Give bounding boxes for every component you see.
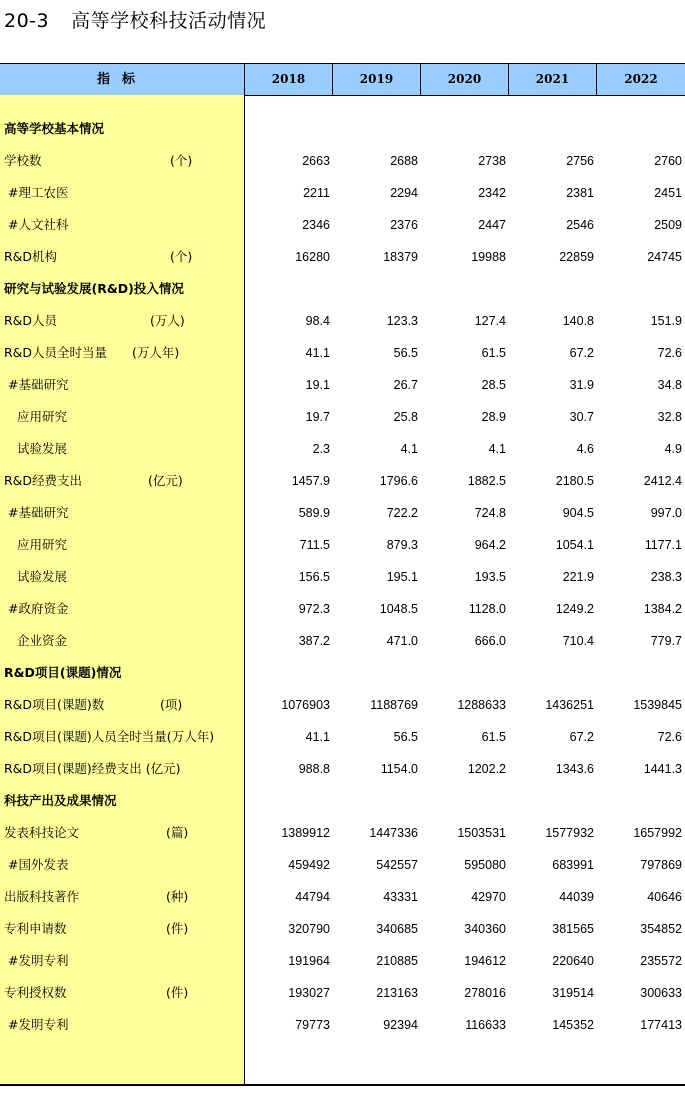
cell-2019: 471.0 [386,634,418,648]
table-row [0,465,685,497]
section-row [0,785,685,817]
table-title: 高等学校科技活动情况 [71,10,267,32]
row-unit: (件) [166,921,189,936]
row-unit: (万人年) [132,345,180,360]
cell-2018: 19.1 [305,378,330,392]
cell-2018: 459492 [288,858,330,872]
cell-2020: 2342 [478,186,506,200]
cell-2020: 61.5 [481,730,506,744]
section-row [0,273,685,305]
table-row [0,849,685,881]
row-unit: (种) [166,889,189,904]
cell-2018: 44794 [295,890,330,904]
table-row [0,689,685,721]
cell-2019: 210885 [376,954,418,968]
section-heading: 研究与试验发展(R&D)投入情况 [4,281,184,296]
table-row [0,625,685,657]
row-label: #人文社科 [8,217,69,232]
cell-2020: 964.2 [474,538,506,552]
table-row [0,561,685,593]
cell-2022: 238.3 [650,570,682,584]
cell-2019: 26.7 [393,378,418,392]
header-year-2021: 2021 [535,72,570,86]
cell-2018: 387.2 [298,634,330,648]
cell-2022: 354852 [640,922,682,936]
cell-2020: 595080 [464,858,506,872]
cell-2018: 19.7 [305,410,330,424]
cell-2019: 123.3 [386,314,418,328]
cell-2020: 28.5 [481,378,506,392]
cell-2019: 92394 [383,1018,418,1032]
cell-2022: 2760 [654,154,682,168]
cell-2020: 2738 [478,154,506,168]
row-label: 试验发展 [17,441,68,456]
table-row [0,721,685,753]
cell-2018: 16280 [295,250,330,264]
section-row [0,113,685,145]
cell-2021: 22859 [559,250,594,264]
cell-2020: 127.4 [474,314,506,328]
row-label: 应用研究 [17,409,68,424]
cell-2018: 156.5 [298,570,330,584]
section-heading: 高等学校基本情况 [4,121,105,136]
row-label: #基础研究 [8,377,69,392]
row-label: 试验发展 [17,569,68,584]
cell-2019: 56.5 [393,346,418,360]
cell-2018: 589.9 [298,506,330,520]
table-bottom-border [0,1084,685,1086]
row-label: R&D项目(课题)经费支出 (亿元) [4,761,181,776]
row-label: R&D机构 [4,249,58,264]
table-row [0,753,685,785]
table-row [0,209,685,241]
cell-2022: 32.8 [657,410,682,424]
row-unit: (篇) [166,825,189,840]
cell-2022: 1657992 [633,826,682,840]
cell-2018: 2211 [303,186,330,200]
cell-2022: 1441.3 [643,762,682,776]
cell-2020: 19988 [471,250,506,264]
cell-2021: 67.2 [569,346,594,360]
table-row [0,337,685,369]
cell-2021: 2381 [566,186,594,200]
table-row [0,145,685,177]
row-label: R&D人员全时当量 [4,345,108,360]
cell-2019: 1447336 [369,826,418,840]
cell-2018: 191964 [288,954,330,968]
cell-2020: 2447 [478,218,506,232]
row-label: #理工农医 [8,185,69,200]
cell-2018: 1389912 [281,826,330,840]
row-label: #发明专利 [8,1017,69,1032]
cell-2018: 972.3 [298,602,330,616]
cell-2022: 72.6 [657,346,682,360]
cell-2018: 41.1 [305,346,330,360]
table-row [0,401,685,433]
cell-2022: 4.9 [664,442,682,456]
cell-2022: 2509 [654,218,682,232]
cell-2021: 904.5 [562,506,594,520]
row-label: #基础研究 [8,505,69,520]
cell-2020: 278016 [464,986,506,1000]
table-row [0,81,685,113]
section-heading: 科技产出及成果情况 [4,793,117,808]
cell-2021: 1343.6 [555,762,594,776]
table-row [0,913,685,945]
cell-2020: 1503531 [457,826,506,840]
cell-2018: 320790 [288,922,330,936]
cell-2018: 2.3 [312,442,330,456]
table-row [0,177,685,209]
row-label: #国外发表 [8,857,69,872]
cell-2020: 4.1 [488,442,506,456]
header-indicator: 指标 [96,72,147,87]
row-label: R&D项目(课题)人员全时当量(万人年) [4,729,215,744]
cell-2018: 2346 [302,218,330,232]
row-unit: (件) [166,985,189,1000]
cell-2018: 41.1 [305,730,330,744]
cell-2019: 195.1 [386,570,418,584]
cell-2018: 988.8 [298,762,330,776]
cell-2019: 2294 [390,186,418,200]
cell-2020: 340360 [464,922,506,936]
cell-2019: 1188769 [370,698,418,712]
cell-2018: 98.4 [305,314,330,328]
table-row [0,369,685,401]
cell-2019: 213163 [376,986,418,1000]
cell-2020: 61.5 [481,346,506,360]
row-unit: (项) [160,697,183,712]
row-label: #政府资金 [8,601,69,616]
cell-2022: 779.7 [650,634,682,648]
cell-2022: 72.6 [657,730,682,744]
header-year-2022: 2022 [624,72,658,86]
cell-2019: 43331 [383,890,418,904]
table-row [0,945,685,977]
cell-2022: 177413 [640,1018,682,1032]
row-label: 出版科技著作 [4,889,80,904]
cell-2020: 1202.2 [467,762,506,776]
row-unit: (个) [170,249,193,264]
cell-2022: 1539845 [633,698,682,712]
cell-2021: 1249.2 [555,602,594,616]
cell-2021: 381565 [552,922,594,936]
cell-2019: 25.8 [393,410,418,424]
table-row [0,1009,685,1041]
cell-2021: 2180.5 [555,474,594,488]
row-label: 应用研究 [17,537,68,552]
cell-2022: 2451 [654,186,682,200]
cell-2021: 2546 [566,218,594,232]
cell-2018: 2663 [302,154,330,168]
row-label: #发明专利 [8,953,69,968]
cell-2019: 1796.6 [379,474,418,488]
row-label: 企业资金 [17,633,68,648]
cell-2022: 1384.2 [643,602,682,616]
cell-2020: 1128.0 [468,602,506,616]
cell-2021: 4.6 [576,442,594,456]
cell-2019: 18379 [383,250,418,264]
cell-2019: 56.5 [393,730,418,744]
cell-2019: 1154.0 [380,762,418,776]
row-label: R&D经费支出 [4,473,83,488]
cell-2019: 1048.5 [379,602,418,616]
cell-2019: 722.2 [386,506,418,520]
table-row [0,241,685,273]
cell-2019: 2688 [390,154,418,168]
cell-2020: 116633 [465,1018,506,1032]
table-row [0,817,685,849]
cell-2020: 193.5 [474,570,506,584]
cell-2021: 2756 [566,154,594,168]
cell-2018: 79773 [295,1018,330,1032]
cell-2019: 4.1 [400,442,418,456]
row-unit: (亿元) [148,473,183,488]
cell-2020: 42970 [471,890,506,904]
header-year-2020: 2020 [447,72,482,86]
cell-2021: 44039 [559,890,594,904]
cell-2021: 221.9 [562,570,594,584]
data-table [0,63,685,1085]
cell-2022: 1177.1 [644,538,682,552]
cell-2019: 879.3 [386,538,418,552]
cell-2019: 542557 [376,858,418,872]
cell-2021: 67.2 [569,730,594,744]
section-heading: R&D项目(课题)情况 [4,665,122,680]
cell-2020: 666.0 [474,634,506,648]
row-label: R&D项目(课题)数 [4,697,105,712]
cell-2022: 235572 [640,954,682,968]
table-row [0,433,685,465]
table-row [0,497,685,529]
row-label: R&D人员 [4,313,58,328]
page-title [4,6,266,33]
cell-2021: 145352 [552,1018,594,1032]
row-label: 专利申请数 [4,921,67,936]
cell-2022: 797869 [640,858,682,872]
cell-2018: 711.5 [299,538,330,552]
table-row [0,305,685,337]
table-row [0,881,685,913]
header-year-2019: 2019 [359,72,394,86]
cell-2021: 30.7 [569,410,594,424]
cell-2020: 194612 [464,954,506,968]
row-unit: (万人) [150,313,185,328]
cell-2020: 28.9 [481,410,506,424]
cell-2022: 40646 [647,890,682,904]
cell-2021: 1054.1 [555,538,594,552]
cell-2021: 140.8 [562,314,594,328]
header-year-2018: 2018 [271,72,306,86]
cell-2021: 319514 [552,986,594,1000]
table-code: 20-3 [4,10,50,32]
cell-2021: 710.4 [562,634,594,648]
cell-2021: 1436251 [545,698,594,712]
cell-2020: 1882.5 [467,474,506,488]
table-row [0,593,685,625]
cell-2020: 724.8 [474,506,506,520]
cell-2021: 220640 [552,954,594,968]
row-unit: (个) [170,153,193,168]
row-label: 专利授权数 [4,985,67,1000]
cell-2021: 31.9 [569,378,594,392]
cell-2019: 2376 [390,218,418,232]
cell-2021: 683991 [552,858,594,872]
section-row [0,657,685,689]
cell-2022: 24745 [647,250,682,264]
cell-2020: 1288633 [457,698,506,712]
cell-2022: 997.0 [650,506,682,520]
cell-2022: 2412.4 [643,474,682,488]
cell-2021: 1577932 [545,826,594,840]
table-row [0,529,685,561]
cell-2019: 340685 [376,922,418,936]
cell-2018: 1457.9 [291,474,330,488]
row-label: 发表科技论文 [4,825,80,840]
row-label: 学校数 [4,153,42,168]
cell-2022: 151.9 [650,314,682,328]
cell-2018: 1076903 [281,698,330,712]
cell-2018: 193027 [288,986,330,1000]
table-row [0,977,685,1009]
cell-2022: 300633 [640,986,682,1000]
cell-2022: 34.8 [657,378,682,392]
